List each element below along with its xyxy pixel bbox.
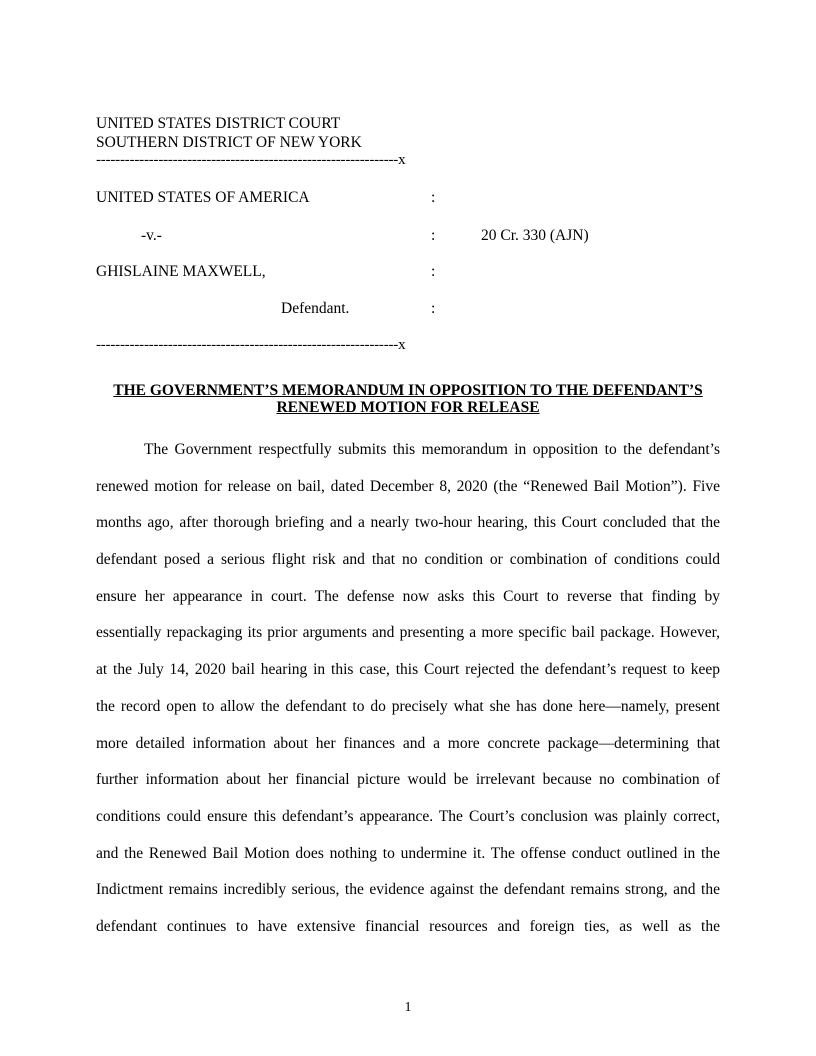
caption-separator-top: ---------------------------------------------------------------x (96, 152, 406, 168)
body-line: conditions could ensure this defendant’s appearance. The Court’s conclusion was plainly correct, (96, 808, 720, 825)
body-line: defendant continues to have extensive financial resources and foreign ties, as well as the (96, 918, 720, 935)
body-line: and the Renewed Bail Motion does nothing to undermine it. The offense conduct outlined in the (96, 845, 720, 862)
caption-colon: : (431, 300, 436, 317)
body-line: more detailed information about her finances and a more concrete package—determining that (96, 735, 720, 752)
caption-colon: : (431, 227, 436, 244)
caption-defendant-name: GHISLAINE MAXWELL, (96, 263, 266, 280)
caption-colon: : (431, 263, 436, 280)
caption-versus: -v.- (141, 227, 162, 244)
body-line: further information about her financial picture would be irrelevant because no combination of (96, 771, 720, 788)
caption-defendant-label: Defendant. (281, 300, 350, 317)
body-line: The Government respectfully submits this memorandum in opposition to the defendant’s (144, 441, 720, 458)
body-line: renewed motion for release on bail, dated December 8, 2020 (the “Renewed Bail Motion”). Five (96, 478, 720, 495)
court-name: UNITED STATES DISTRICT COURT (96, 115, 341, 132)
caption-separator-bottom: ---------------------------------------------------------------x (96, 337, 406, 353)
body-line: Indictment remains incredibly serious, the evidence against the defendant remains strong, and the (96, 881, 720, 898)
body-line: essentially repackaging its prior arguments and presenting a more specific bail package. However, (96, 624, 720, 641)
case-number: 20 Cr. 330 (AJN) (481, 227, 589, 244)
court-district: SOUTHERN DISTRICT OF NEW YORK (96, 134, 362, 151)
document-title-line2: RENEWED MOTION FOR RELEASE (276, 399, 540, 416)
caption-colon: : (431, 189, 436, 206)
caption-plaintiff: UNITED STATES OF AMERICA (96, 189, 310, 206)
body-line: defendant posed a serious flight risk and that no condition or combination of conditions could (96, 551, 720, 568)
page-number: 1 (404, 1000, 412, 1015)
body-line: at the July 14, 2020 bail hearing in this case, this Court rejected the defendant’s request to keep (96, 661, 720, 678)
body-line: ensure her appearance in court. The defense now asks this Court to reverse that finding by (96, 588, 720, 605)
body-line: the record open to allow the defendant to do precisely what she has done here—namely, present (96, 698, 720, 715)
body-line: months ago, after thorough briefing and a nearly two-hour hearing, this Court concluded that the (96, 514, 720, 531)
document-title-line1: THE GOVERNMENT’S MEMORANDUM IN OPPOSITION TO THE DEFENDANT’S (113, 382, 703, 399)
